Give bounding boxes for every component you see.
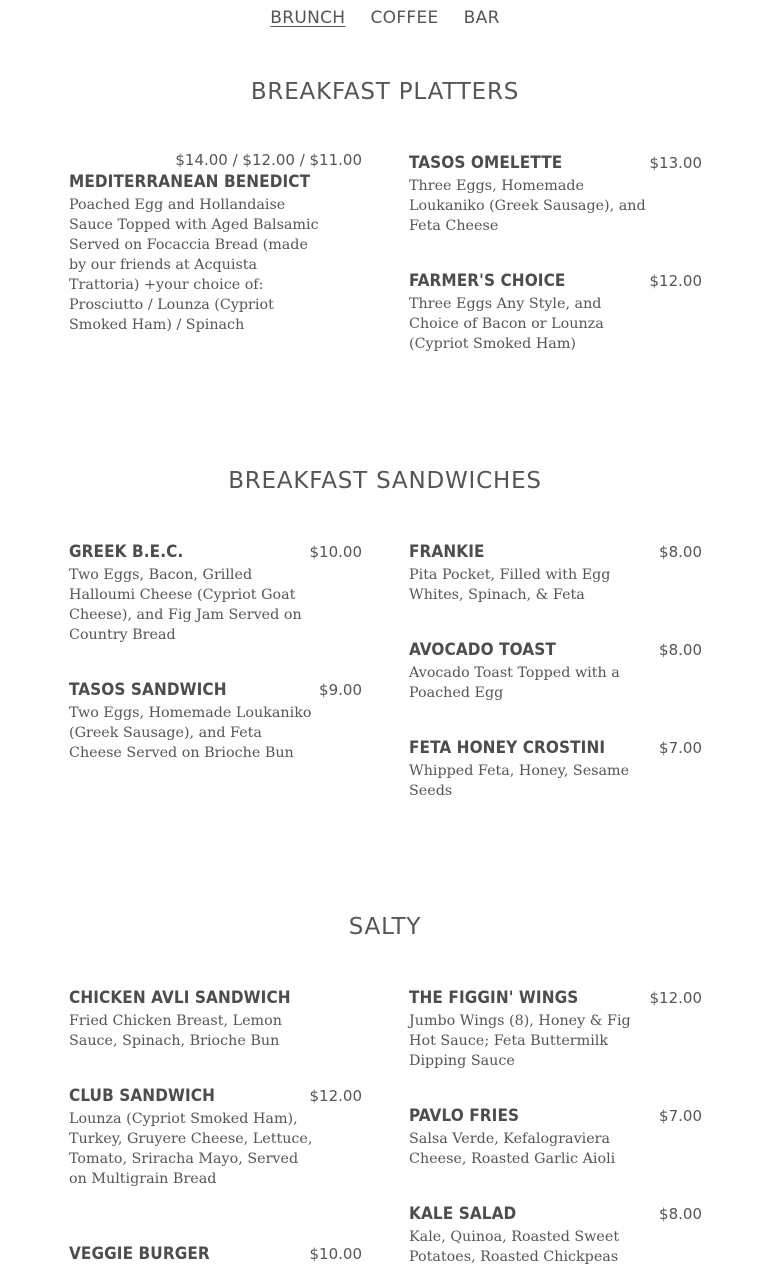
item-description: Three Eggs, Homemade Loukaniko (Greek Sausage), and Feta Cheese [409, 178, 646, 234]
item-description: Salsa Verde, Kefalograviera Cheese, Roasted Garlic Aioli [409, 1131, 616, 1167]
item-price: $12.00 [309, 1087, 362, 1105]
item-description: Lounza (Cypriot Smoked Ham), Turkey, Gruyere Cheese, Lettuce, Tomato, Sriracha Mayo, Served on Multigrain Bread [69, 1111, 313, 1187]
item-name: THE FIGGIN' WINGS [409, 988, 579, 1008]
tab-coffee[interactable]: COFFEE [370, 8, 439, 28]
item-price: $8.00 [659, 543, 702, 561]
menu-item-pavlo-fries [409, 1106, 702, 1169]
item-description: Two Eggs, Bacon, Grilled Halloumi Cheese (Cypriot Goat Cheese), and Fig Jam Served on Country Bread [69, 567, 302, 643]
menu-tabs [0, 8, 770, 28]
menu-item-mediterranean-benedict [69, 151, 362, 335]
item-description: Two Eggs, Homemade Loukaniko (Greek Sausage), and Feta Cheese Served on Brioche Bun [69, 705, 312, 761]
section-title-breakfast-sandwiches: BREAKFAST SANDWICHES [228, 468, 542, 494]
item-price: $8.00 [659, 641, 702, 659]
menu-item-greek-bec [69, 542, 362, 645]
menu-item-the-figgin-wings [409, 988, 702, 1071]
menu-item-frankie [409, 542, 702, 605]
item-description: Kale, Quinoa, Roasted Sweet Potatoes, Roasted Chickpeas [409, 1229, 620, 1265]
item-description: Pita Pocket, Filled with Egg Whites, Spinach, & Feta [409, 567, 611, 603]
item-price: $12.00 [649, 989, 702, 1007]
section-title-salty: SALTY [348, 914, 422, 940]
item-price: $10.00 [309, 1245, 362, 1263]
menu-item-tasos-omelette [409, 153, 702, 236]
item-name: CHICKEN AVLI SANDWICH [69, 988, 291, 1008]
item-description: Three Eggs Any Style, and Choice of Bacon or Lounza (Cypriot Smoked Ham) [409, 296, 604, 352]
item-name: AVOCADO TOAST [409, 640, 556, 660]
menu-item-veggie-burger [69, 1244, 362, 1267]
item-name: MEDITERRANEAN BENEDICT [69, 172, 311, 192]
item-price: $7.00 [659, 1107, 702, 1125]
item-price: $13.00 [649, 154, 702, 172]
item-price: $8.00 [659, 1205, 702, 1223]
item-price: $7.00 [659, 739, 702, 757]
item-name: KALE SALAD [409, 1204, 517, 1224]
menu-item-farmers-choice [409, 271, 702, 354]
item-name: FRANKIE [409, 542, 485, 562]
item-name: CLUB SANDWICH [69, 1086, 215, 1106]
item-name: GREEK B.E.C. [69, 542, 184, 562]
menu-item-feta-honey-crostini [409, 738, 702, 801]
item-name: TASOS OMELETTE [409, 153, 563, 173]
menu-item-club-sandwich [69, 1086, 362, 1189]
item-description: Whipped Feta, Honey, Sesame Seeds [409, 763, 630, 799]
item-name: TASOS SANDWICH [69, 680, 227, 700]
item-name: VEGGIE BURGER [69, 1244, 210, 1264]
menu-item-tasos-sandwich [69, 680, 362, 763]
item-description: Jumbo Wings (8), Honey & Fig Hot Sauce; Feta Buttermilk Dipping Sauce [409, 1013, 631, 1069]
item-price: $14.00 / $12.00 / $11.00 [175, 151, 362, 169]
menu-item-chicken-avli-sandwich [69, 988, 362, 1051]
tab-brunch[interactable]: BRUNCH [270, 8, 346, 28]
item-description: Poached Egg and Hollandaise Sauce Topped with Aged Balsamic Served on Focaccia Bread (made by our friends at Acquista Trattoria) +your choice of: Prosciutto / Lounza (Cypriot Smoked Ham) / Spinach [69, 197, 319, 333]
item-name: FARMER'S CHOICE [409, 271, 566, 291]
item-name: PAVLO FRIES [409, 1106, 520, 1126]
item-name: FETA HONEY CROSTINI [409, 738, 606, 758]
menu-item-avocado-toast [409, 640, 702, 703]
item-price: $9.00 [319, 681, 362, 699]
item-description: Fried Chicken Breast, Lemon Sauce, Spinach, Brioche Bun [69, 1013, 282, 1049]
menu-item-kale-salad [409, 1204, 702, 1267]
item-price: $10.00 [309, 543, 362, 561]
item-price: $12.00 [649, 272, 702, 290]
item-description: Avocado Toast Topped with a Poached Egg [409, 665, 620, 701]
tab-bar[interactable]: BAR [463, 8, 500, 28]
section-title-breakfast-platters: BREAKFAST PLATTERS [250, 79, 520, 105]
